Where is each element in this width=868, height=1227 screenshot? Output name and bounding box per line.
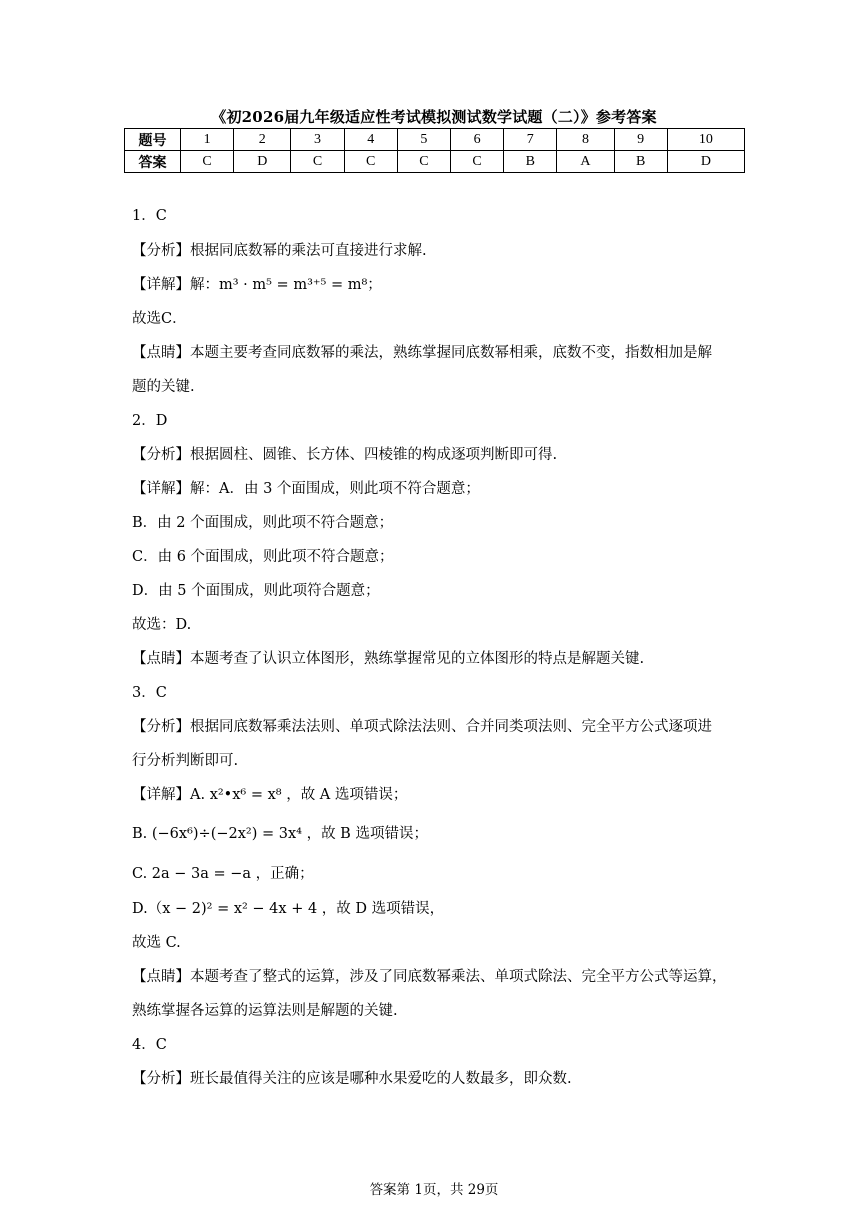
table-cell: 3 bbox=[291, 129, 344, 151]
analysis-line: 【分析】班长最值得关注的应该是哪种水果爱吃的人数最多，即众数. bbox=[132, 1071, 572, 1087]
answer-line: 故选 C. bbox=[132, 935, 181, 951]
table-cell: 8 bbox=[557, 129, 614, 151]
question-number: 4．C bbox=[132, 1037, 167, 1053]
question-number: 2．D bbox=[132, 413, 168, 429]
comment-line: 【点睛】本题考查了认识立体图形，熟练掌握常见的立体图形的特点是解题关键. bbox=[132, 651, 645, 667]
table-cell: 4 bbox=[344, 129, 397, 151]
answer-table bbox=[124, 128, 745, 173]
solution-line: 【详解】解：A．由 3 个面围成，则此项不符合题意； bbox=[132, 481, 480, 497]
answer-line: 故选：D. bbox=[132, 617, 192, 633]
table-cell: C bbox=[181, 151, 234, 173]
table-cell: 6 bbox=[450, 129, 503, 151]
table-cell: 2 bbox=[234, 129, 291, 151]
table-cell: D bbox=[667, 151, 744, 173]
solution-line: 【详解】解：m³ · m⁵ = m³⁺⁵ = m⁸； bbox=[132, 277, 382, 293]
table-cell: A bbox=[557, 151, 614, 173]
page-title: 《初2026届九年级适应性考试模拟测试数学试题（二）》参考答案 bbox=[211, 108, 657, 126]
table-cell: C bbox=[344, 151, 397, 173]
table-cell: C bbox=[397, 151, 450, 173]
analysis-line: 【分析】根据同底数幂乘法法则、单项式除法法则、合并同类项法则、完全平方公式逐项进 bbox=[132, 719, 712, 735]
table-row-header: 题号 bbox=[125, 129, 181, 151]
table-row-header: 答案 bbox=[125, 151, 181, 173]
solution-line: C．由 6 个面围成，则此项不符合题意； bbox=[132, 549, 394, 565]
table-row bbox=[125, 151, 745, 173]
solution-line: B．由 2 个面围成，则此项不符合题意； bbox=[132, 515, 394, 531]
table-cell: 7 bbox=[504, 129, 557, 151]
comment-line: 【点睛】本题考查了整式的运算，涉及了同底数幂乘法、单项式除法、完全平方公式等运算， bbox=[132, 969, 727, 985]
analysis-line: 【分析】根据同底数幂的乘法可直接进行求解. bbox=[132, 243, 427, 259]
table-cell: 10 bbox=[667, 129, 744, 151]
question-number: 1．C bbox=[132, 208, 167, 224]
table-cell: 5 bbox=[397, 129, 450, 151]
table-cell: B bbox=[504, 151, 557, 173]
solution-line: B. (−6x⁶)÷(−2x²) = 3x⁴ ，故 B 选项错误； bbox=[132, 826, 428, 842]
table-row bbox=[125, 129, 745, 151]
table-cell: C bbox=[291, 151, 344, 173]
analysis-line: 行分析判断即可. bbox=[132, 753, 239, 769]
table-cell: D bbox=[234, 151, 291, 173]
solution-line: D.（x − 2)² = x² − 4x + 4 ，故 D 选项错误， bbox=[132, 901, 445, 917]
analysis-line: 【分析】根据圆柱、圆锥、长方体、四棱锥的构成逐项判断即可得. bbox=[132, 447, 558, 463]
page-footer: 答案第 1页，共 29页 bbox=[369, 1182, 499, 1198]
answer-line: 故选C． bbox=[132, 311, 187, 327]
comment-line: 熟练掌握各运算的运算法则是解题的关键. bbox=[132, 1003, 398, 1019]
table-cell: 1 bbox=[181, 129, 234, 151]
comment-line: 题的关键. bbox=[132, 379, 195, 395]
table-cell: B bbox=[614, 151, 667, 173]
table-cell: 9 bbox=[614, 129, 667, 151]
comment-line: 【点睛】本题主要考查同底数幂的乘法，熟练掌握同底数幂相乘，底数不变，指数相加是解 bbox=[132, 345, 712, 361]
solution-line: C. 2a − 3a = −a ，正确； bbox=[132, 866, 314, 882]
solution-line: D．由 5 个面围成，则此项符合题意； bbox=[132, 583, 380, 599]
question-number: 3．C bbox=[132, 685, 167, 701]
solution-line: 【详解】A. x²•x⁶ = x⁸ ，故 A 选项错误； bbox=[132, 787, 408, 803]
table-cell: C bbox=[450, 151, 503, 173]
